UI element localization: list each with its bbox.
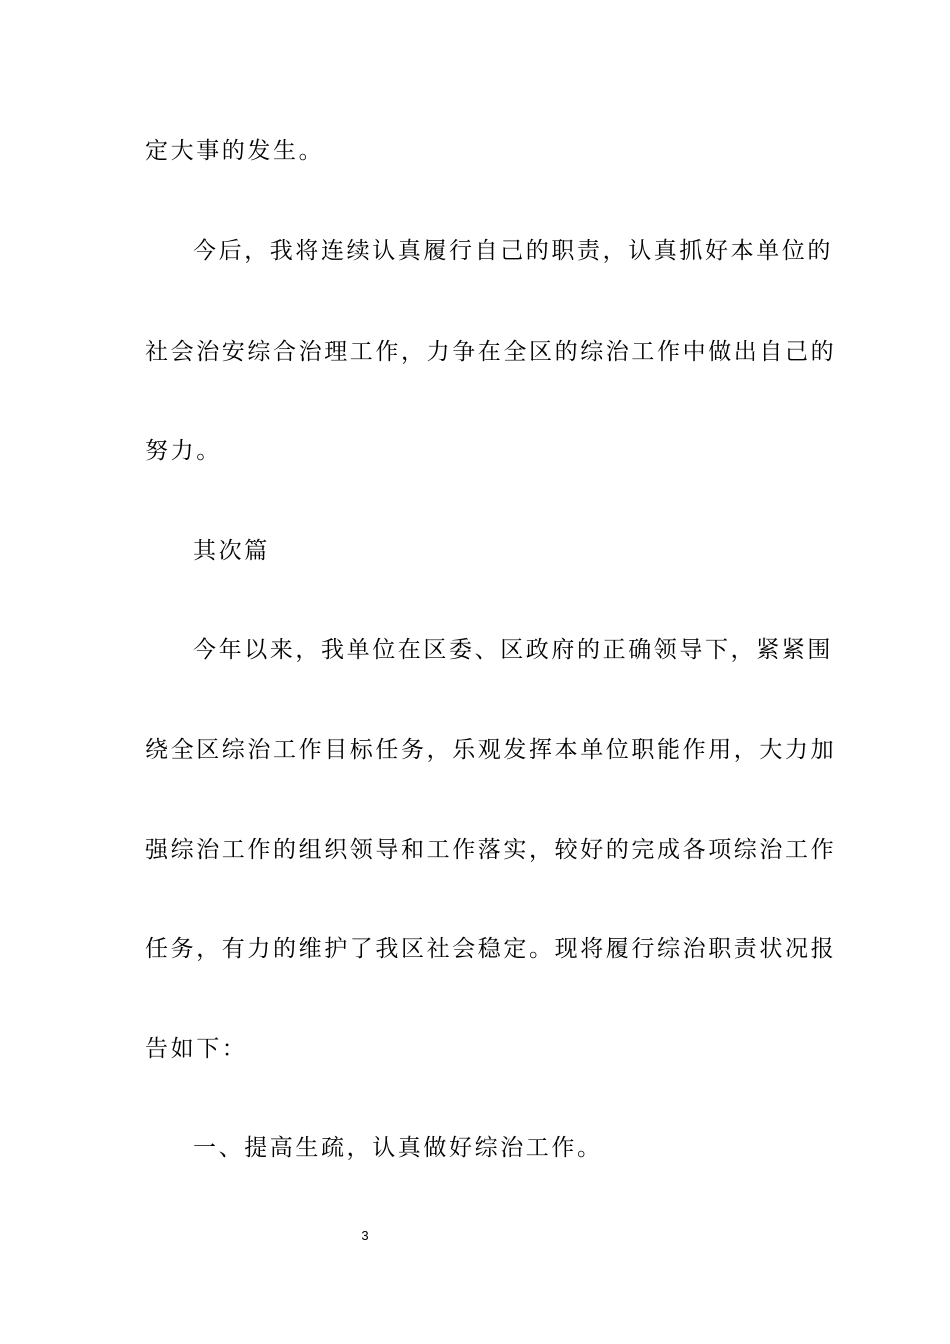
paragraph-line: 努力。 [145, 438, 222, 464]
paragraph-line: 定大事的发生。 [145, 138, 325, 164]
subsection-heading: 一、提高生疏，认真做好综治工作。 [193, 1135, 603, 1161]
paragraph-line: 今后，我将连续认真履行自己的职责，认真抓好本单位的 [193, 238, 833, 264]
page-number: 3 [361, 1228, 369, 1243]
paragraph-line: 今年以来，我单位在区委、区政府的正确领导下，紧紧围 [193, 637, 833, 663]
paragraph-line: 强综治工作的组织领导和工作落实，较好的完成各项综治工作 [145, 837, 837, 863]
paragraph-line: 告如下： [145, 1036, 248, 1062]
section-heading: 其次篇 [193, 538, 270, 564]
paragraph-line: 任务，有力的维护了我区社会稳定。现将履行综治职责状况报 [145, 936, 837, 962]
paragraph-line: 社会治安综合治理工作，力争在全区的综治工作中做出自己的 [145, 339, 837, 365]
paragraph-line: 绕全区综治工作目标任务，乐观发挥本单位职能作用，大力加 [145, 737, 837, 763]
